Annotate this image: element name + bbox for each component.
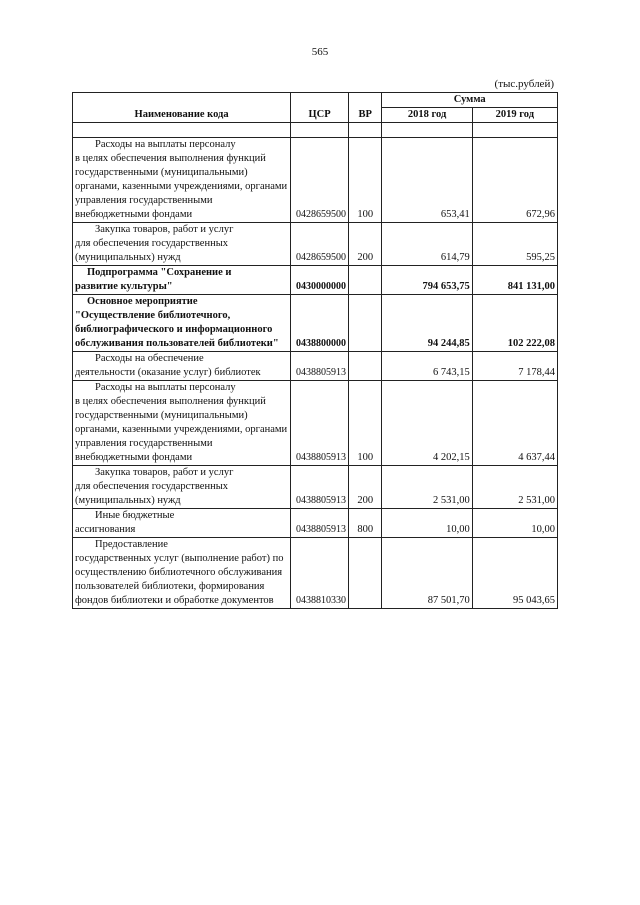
table-row bbox=[73, 295, 558, 352]
row-name bbox=[73, 538, 291, 609]
row-name-lead: Подпрограмма "Сохранение и bbox=[87, 267, 232, 278]
row-csr: 0438810330 bbox=[291, 538, 349, 609]
header-csr: ЦСР bbox=[291, 93, 349, 123]
row-sum-2019: 102 222,08 bbox=[472, 295, 557, 352]
row-name bbox=[73, 223, 291, 266]
row-vr: 100 bbox=[348, 138, 381, 223]
row-vr bbox=[348, 266, 381, 295]
row-sum-2019: 841 131,00 bbox=[472, 266, 557, 295]
row-csr: 0428659500 bbox=[291, 138, 349, 223]
row-name bbox=[73, 138, 291, 223]
row-csr: 0438805913 bbox=[291, 466, 349, 509]
row-name bbox=[73, 352, 291, 381]
row-sum-2018: 4 202,15 bbox=[382, 381, 472, 466]
row-name-rest: для обеспечения государственных (муниципальных) нужд bbox=[75, 481, 228, 506]
header-vr: ВР bbox=[348, 93, 381, 123]
table-row bbox=[73, 381, 558, 466]
row-sum-2018: 614,79 bbox=[382, 223, 472, 266]
row-name bbox=[73, 381, 291, 466]
row-name-rest: деятельности (оказание услуг) библиотек bbox=[75, 367, 261, 378]
row-name-rest: "Осуществление библиотечного, библиографического и информационного обслуживания пользователей библиотеки" bbox=[75, 310, 279, 349]
row-csr: 0438805913 bbox=[291, 509, 349, 538]
row-sum-2018: 94 244,85 bbox=[382, 295, 472, 352]
row-name-rest: для обеспечения государственных (муниципальных) нужд bbox=[75, 238, 228, 263]
row-sum-2019: 595,25 bbox=[472, 223, 557, 266]
table-row bbox=[73, 352, 558, 381]
row-name bbox=[73, 295, 291, 352]
row-sum-2019: 4 637,44 bbox=[472, 381, 557, 466]
row-sum-2018: 2 531,00 bbox=[382, 466, 472, 509]
budget-table bbox=[72, 92, 558, 609]
row-sum-2019: 7 178,44 bbox=[472, 352, 557, 381]
table-row bbox=[73, 509, 558, 538]
row-vr bbox=[348, 538, 381, 609]
row-sum-2018: 6 743,15 bbox=[382, 352, 472, 381]
row-name-lead: Расходы на обеспечение bbox=[95, 353, 204, 364]
row-vr bbox=[348, 295, 381, 352]
units-label: (тыс.рублей) bbox=[494, 78, 554, 90]
table-row bbox=[73, 223, 558, 266]
header-year-2019: 2019 год bbox=[472, 108, 557, 123]
table-row bbox=[73, 138, 558, 223]
row-vr: 800 bbox=[348, 509, 381, 538]
row-csr: 0430000000 bbox=[291, 266, 349, 295]
row-sum-2019: 95 043,65 bbox=[472, 538, 557, 609]
row-csr: 0438805913 bbox=[291, 352, 349, 381]
row-sum-2018: 10,00 bbox=[382, 509, 472, 538]
row-csr: 0428659500 bbox=[291, 223, 349, 266]
row-vr: 200 bbox=[348, 466, 381, 509]
row-name-rest: в целях обеспечения выполнения функций государственными (муниципальными) органами, казенными учреждениями, органами управления государственными внебюджетными фондами bbox=[75, 153, 288, 220]
row-name-rest: в целях обеспечения выполнения функций государственными (муниципальными) органами, казенными учреждениями, органами управления государственными внебюджетными фондами bbox=[75, 396, 288, 463]
row-name-lead: Иные бюджетные bbox=[95, 510, 175, 521]
table-row bbox=[73, 538, 558, 609]
page-number: 565 bbox=[311, 46, 329, 58]
spacer-row bbox=[73, 123, 558, 138]
row-name bbox=[73, 509, 291, 538]
row-name-lead: Расходы на выплаты персоналу bbox=[95, 382, 236, 393]
row-name-rest: развитие культуры" bbox=[75, 281, 173, 292]
row-name bbox=[73, 266, 291, 295]
row-name-rest: государственных услуг (выполнение работ) по осуществлению библиотечного обслуживания пользователей библиотеки, формирования фондов библиотеки и обработке документов bbox=[75, 553, 284, 606]
row-vr bbox=[348, 352, 381, 381]
row-csr: 0438805913 bbox=[291, 381, 349, 466]
row-sum-2018: 653,41 bbox=[382, 138, 472, 223]
row-sum-2018: 87 501,70 bbox=[382, 538, 472, 609]
row-vr: 100 bbox=[348, 381, 381, 466]
row-sum-2019: 2 531,00 bbox=[472, 466, 557, 509]
header-name: Наименование кода bbox=[73, 93, 291, 123]
table-row bbox=[73, 266, 558, 295]
row-name-lead: Расходы на выплаты персоналу bbox=[95, 139, 236, 150]
row-name bbox=[73, 466, 291, 509]
row-name-lead: Закупка товаров, работ и услуг bbox=[95, 467, 234, 478]
row-vr: 200 bbox=[348, 223, 381, 266]
row-sum-2019: 672,96 bbox=[472, 138, 557, 223]
row-name-lead: Основное мероприятие bbox=[87, 296, 198, 307]
row-csr: 0438800000 bbox=[291, 295, 349, 352]
row-sum-2019: 10,00 bbox=[472, 509, 557, 538]
row-name-rest: ассигнования bbox=[75, 524, 136, 535]
row-name-lead: Предоставление bbox=[95, 539, 168, 550]
row-sum-2018: 794 653,75 bbox=[382, 266, 472, 295]
header-year-2018: 2018 год bbox=[382, 108, 472, 123]
table-row bbox=[73, 466, 558, 509]
header-sum: Сумма bbox=[382, 93, 558, 108]
row-name-lead: Закупка товаров, работ и услуг bbox=[95, 224, 234, 235]
